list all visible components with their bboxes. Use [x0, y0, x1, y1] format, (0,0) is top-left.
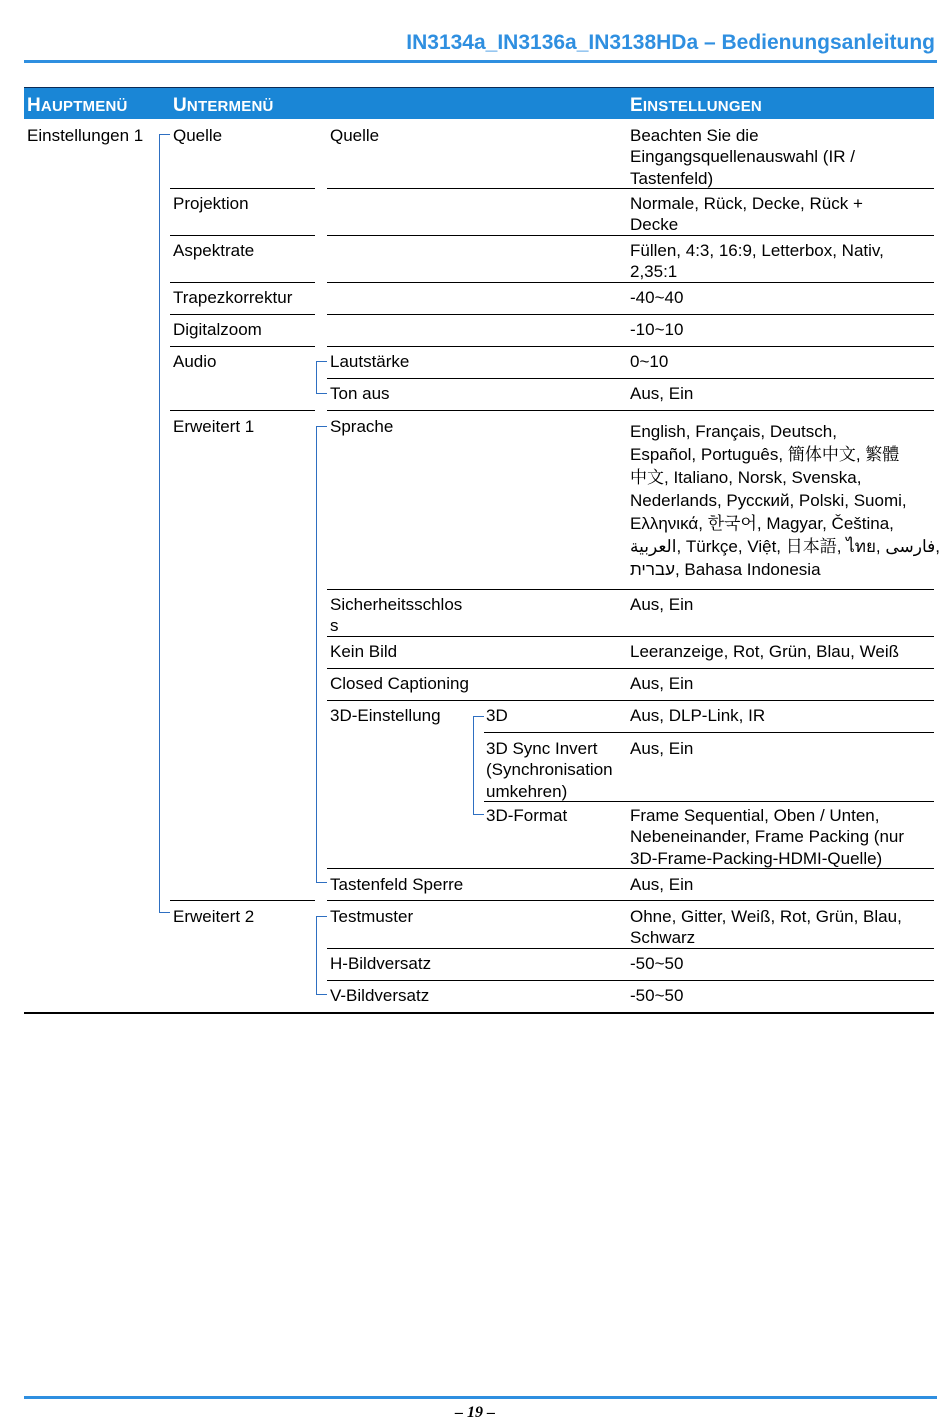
main-menu-label: Einstellungen 1 [27, 126, 144, 145]
bracket-tick [316, 361, 327, 362]
bracket-erweitert2 [316, 916, 317, 994]
item-v-bildversatz: V-Bildversatz [330, 986, 430, 1005]
row-divider [327, 188, 934, 189]
setting-sprache: English, Français, Deutsch, Español, Português, 簡体中文, 繁體 中文, Italiano, Norsk, Svenska, Nederlands, Русский, Polski, Suomi, Ελληνικά, 한국어, Magyar, Čeština, العربية, Türkçe, Việt, 日本語, ไทย, فارسی, עברית, Bahasa Indonesia [630, 422, 941, 579]
row-divider [327, 868, 934, 869]
bracket-tick [473, 716, 484, 717]
setting-digitalzoom: -10~10 [630, 320, 684, 339]
row-divider [327, 668, 934, 669]
row-divider [327, 282, 934, 283]
submenu-digitalzoom: Digitalzoom [173, 320, 262, 339]
item-3d: 3D [486, 706, 508, 725]
setting-3d: Aus, DLP-Link, IR [630, 706, 766, 725]
setting-quelle: Beachten Sie die Eingangsquellenauswahl (IR / Tastenfeld) [630, 126, 855, 188]
bracket-erweitert1 [316, 426, 317, 882]
bracket-tick [159, 912, 170, 913]
row-divider [327, 235, 934, 236]
row-divider [170, 900, 315, 901]
table-bottom-rule [24, 1012, 934, 1014]
item-testmuster: Testmuster [330, 907, 414, 926]
row-divider [484, 801, 934, 802]
row-divider [327, 980, 934, 981]
row-divider [327, 636, 934, 637]
setting-kein-bild: Leeranzeige, Rot, Grün, Blau, Weiß [630, 642, 899, 661]
item-ton-aus: Ton aus [330, 384, 390, 403]
bracket-tick [316, 994, 327, 995]
item-sprache: Sprache [330, 417, 394, 436]
submenu-aspektrate: Aspektrate [173, 241, 255, 260]
setting-testmuster: Ohne, Gitter, Weiß, Rot, Grün, Blau, Schwarz [630, 907, 902, 948]
item-kein-bild: Kein Bild [330, 642, 398, 661]
setting-tastenfeld-sperre: Aus, Ein [630, 875, 694, 894]
row-divider [170, 346, 315, 347]
submenu-erweitert1: Erweitert 1 [173, 417, 255, 436]
submenu-erweitert2: Erweitert 2 [173, 907, 255, 926]
bracket-tick [473, 814, 484, 815]
bracket-tick [316, 393, 327, 394]
page-number: – 19 – [455, 1404, 495, 1421]
item-quelle: Quelle [330, 126, 380, 145]
row-divider [170, 314, 315, 315]
bracket-audio [316, 361, 317, 393]
setting-projektion: Normale, Rück, Decke, Rück + Decke [630, 194, 863, 235]
submenu-quelle: Quelle [173, 126, 223, 145]
item-tastenfeld-sperre: Tastenfeld Sperre [330, 875, 464, 894]
item-3d-sync-invert: 3D Sync Invert (Synchronisation umkehren) [486, 739, 613, 801]
item-3d-einstellung: 3D-Einstellung [330, 706, 441, 725]
setting-lautstaerke: 0~10 [630, 352, 669, 371]
bracket-tick [159, 134, 170, 135]
item-h-bildversatz: H-Bildversatz [330, 954, 432, 973]
setting-3d-format: Frame Sequential, Oben / Unten, Nebeneinander, Frame Packing (nur 3D-Frame-Packing-HDMI-Quelle) [630, 806, 905, 868]
row-divider [327, 346, 934, 347]
row-divider [170, 410, 315, 411]
setting-h-bildversatz: -50~50 [630, 954, 684, 973]
setting-ton-aus: Aus, Ein [630, 384, 694, 403]
setting-3d-sync-invert: Aus, Ein [630, 739, 694, 758]
col-header-settings: EINSTELLUNGEN [630, 95, 762, 116]
setting-sicherheitsschloss: Aus, Ein [630, 595, 694, 614]
bracket-tick [316, 426, 327, 427]
col-header-submenu: UNTERMENÜ [173, 95, 274, 116]
row-divider [327, 948, 934, 949]
header-rule [24, 60, 937, 63]
row-divider [327, 378, 934, 379]
col-header-main-menu: HAUPTMENÜ [27, 95, 128, 116]
submenu-trapezkorrektur: Trapezkorrektur [173, 288, 293, 307]
row-divider [327, 410, 934, 411]
footer-rule [24, 1396, 937, 1399]
bracket-tick [316, 882, 327, 883]
row-divider [170, 188, 315, 189]
item-sicherheitsschloss: Sicherheitsschlos s [330, 595, 463, 636]
setting-v-bildversatz: -50~50 [630, 986, 684, 1005]
submenu-projektion: Projektion [173, 194, 249, 213]
row-divider [484, 732, 934, 733]
item-closed-captioning: Closed Captioning [330, 674, 469, 693]
table-header-bar [24, 87, 934, 119]
bracket-tick [316, 916, 327, 917]
setting-aspektrate: Füllen, 4:3, 16:9, Letterbox, Nativ, 2,35:1 [630, 241, 884, 282]
row-divider [327, 900, 934, 901]
bracket-3d [473, 716, 474, 814]
row-divider [327, 700, 934, 701]
row-divider [170, 282, 315, 283]
document-title: IN3134a_IN3136a_IN3138HDa – Bedienungsanleitung [406, 31, 935, 54]
setting-closed-captioning: Aus, Ein [630, 674, 694, 693]
item-lautstaerke: Lautstärke [330, 352, 410, 371]
item-3d-format: 3D-Format [486, 806, 568, 825]
submenu-audio: Audio [173, 352, 217, 371]
bracket-level1 [159, 134, 160, 913]
setting-trapezkorrektur: -40~40 [630, 288, 684, 307]
row-divider [327, 589, 934, 590]
row-divider [327, 314, 934, 315]
row-divider [170, 235, 315, 236]
